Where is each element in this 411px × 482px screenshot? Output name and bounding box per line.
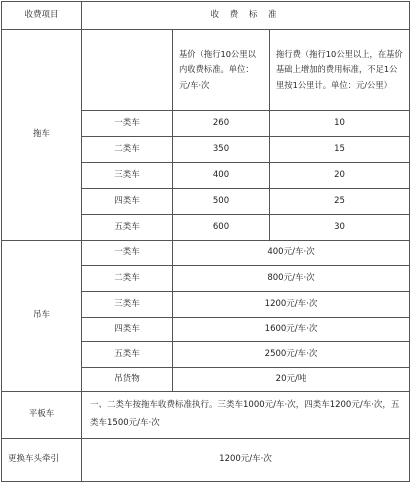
table-row [2,241,410,266]
head-tow-price-cell: 1200元/车·次 [82,439,410,482]
tow-desc-spacer-cell [82,30,173,111]
head-tow-row [2,439,410,482]
crane-category-cell: 五类车 [82,342,173,368]
crane-label-cell: 吊车 [2,241,82,392]
tow-category-cell: 二类车 [82,137,173,163]
crane-category-cell: 一类车 [82,241,173,266]
tow-base-cell: 500 [173,189,270,215]
tow-label-cell: 拖车 [2,30,82,241]
tow-category-cell: 五类车 [82,215,173,241]
tow-base-cell: 400 [173,163,270,189]
crane-price-cell: 1200元/车·次 [173,292,410,318]
crane-price-cell: 400元/车·次 [173,241,410,266]
tow-extra-cell: 20 [270,163,410,189]
tow-extra-cell: 15 [270,137,410,163]
head-tow-label-cell: 更换车头牵引 [2,439,82,482]
crane-price-cell: 1600元/车·次 [173,318,410,342]
tow-extra-cell: 10 [270,111,410,137]
tow-desc-row [2,30,410,111]
header-item-cell: 收费项目 [2,2,82,30]
flatbed-desc-cell: 一、二类车按拖车收费标准执行。三类车1000元/车·次，四类车1200元/车·次，五类车1500元/车·次 [82,392,410,439]
header-standard-cell: 收 费 标 准 [82,2,410,30]
flatbed-label-cell: 平板车 [2,392,82,439]
tow-base-cell: 260 [173,111,270,137]
crane-category-cell: 二类车 [82,266,173,292]
tow-category-cell: 一类车 [82,111,173,137]
crane-price-cell: 20元/吨 [173,368,410,392]
tow-category-cell: 四类车 [82,189,173,215]
crane-category-cell: 吊货物 [82,368,173,392]
tow-extra-desc-cell: 拖行费（拖行10公里以上，在基价基础上增加的费用标准，不足1公里按1公里计。单位：元/公里） [270,30,410,111]
tow-extra-cell: 30 [270,215,410,241]
crane-price-cell: 2500元/车·次 [173,342,410,368]
flatbed-row [2,392,410,439]
crane-category-cell: 四类车 [82,318,173,342]
tow-extra-cell: 25 [270,189,410,215]
table-header-row [2,2,410,30]
crane-price-cell: 800元/车·次 [173,266,410,292]
tow-category-cell: 三类车 [82,163,173,189]
fee-standard-table [1,1,410,482]
crane-category-cell: 三类车 [82,292,173,318]
tow-base-cell: 350 [173,137,270,163]
tow-base-cell: 600 [173,215,270,241]
tow-base-desc-cell: 基价（拖行10公里以内收费标准。单位：元/车·次 [173,30,270,111]
